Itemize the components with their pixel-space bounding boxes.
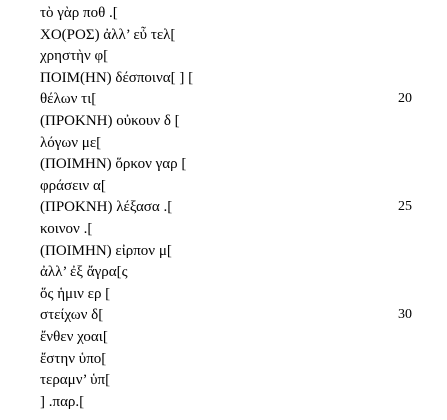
text-line xyxy=(40,111,440,131)
text-line xyxy=(40,68,440,88)
text-line xyxy=(40,25,440,45)
line-text: (ΠΡΟΚΝΗ) οὐκουν δ [ xyxy=(40,113,180,129)
line-text: ἀλλ’ ἐξ ἄγρα[ς xyxy=(40,264,128,281)
line-text: (ΠΡΟΚΝΗ) λέξασα .[ xyxy=(40,199,173,216)
text-line xyxy=(40,241,440,261)
text-line xyxy=(40,305,440,325)
line-text: (ΠΟΙΜΗΝ) εἰρπον μ[ xyxy=(40,242,172,259)
text-line xyxy=(40,349,440,369)
line-text: λόγων με[ xyxy=(40,134,102,151)
line-text: στείχων δ[ xyxy=(40,307,104,324)
text-line xyxy=(40,262,440,282)
text-line xyxy=(40,284,440,304)
line-text: ἔνθεν χοαι[ xyxy=(40,329,108,345)
line-number: 30 xyxy=(398,307,412,323)
line-text: ΠΟΙΜ(ΗΝ) δέσποινα[ ] [ xyxy=(40,69,194,86)
text-line xyxy=(40,197,440,217)
line-text: θέλων τι[ xyxy=(40,91,97,108)
line-number: 20 xyxy=(398,91,412,107)
line-text: τεραμν’ ὑπ[ xyxy=(40,372,111,389)
line-text: ἔστην ὑπο[ xyxy=(40,350,107,367)
text-line xyxy=(40,176,440,196)
text-line xyxy=(40,3,440,23)
text-line xyxy=(40,133,440,153)
line-text: ὅς ἡμιν ερ [ xyxy=(40,285,111,302)
line-text: ] .παρ.[ xyxy=(40,393,85,410)
text-line xyxy=(40,370,440,390)
text-line xyxy=(40,154,440,174)
text-line xyxy=(40,89,440,109)
text-line xyxy=(40,327,440,347)
line-text: (ΠΟΙΜΗΝ) ὅρκον γαρ [ xyxy=(40,156,187,173)
line-number: 25 xyxy=(398,199,412,215)
line-text: ΧΟ(ΡΟΣ) ἀλλ’ εὖ τελ[ xyxy=(40,26,176,43)
text-line xyxy=(40,46,440,66)
text-line xyxy=(40,219,440,239)
text-line xyxy=(40,392,440,412)
line-text: χρηστὴν φ[ xyxy=(40,48,109,65)
line-text: τὸ γὰρ ποθ .[ xyxy=(40,5,118,21)
line-text: κοινον .[ xyxy=(40,221,93,237)
line-text: φράσειν α[ xyxy=(40,177,106,194)
